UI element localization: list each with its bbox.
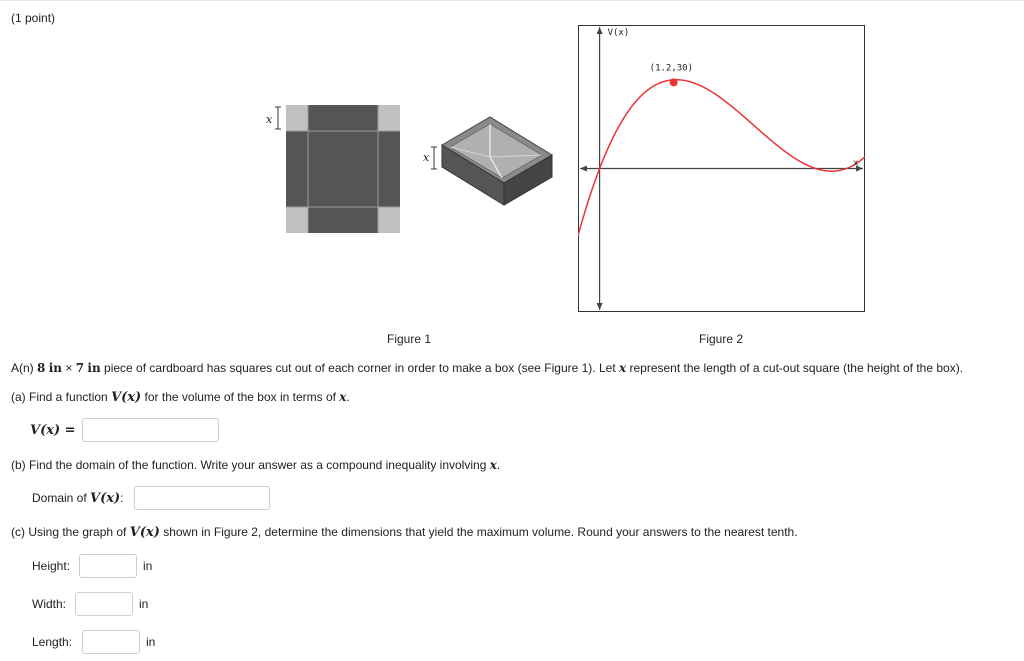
volume-function-input[interactable] — [82, 418, 219, 442]
length-input[interactable] — [82, 630, 140, 654]
part-a-label: V(x) = — [30, 423, 76, 438]
figure2-caption: Figure 2 — [699, 332, 744, 346]
width-label: Width: — [32, 597, 67, 611]
x-label-box: x — [423, 151, 430, 164]
part-a-prompt: (a) Find a function V(x) for the volume of the box in terms of x. — [11, 390, 350, 405]
y-axis-label: V(x) — [607, 28, 630, 38]
part-c-prompt: (c) Using the graph of V(x) shown in Figure 2, determine the dimensions that yield the maximum volume. Round your answers to the nearest tenth. — [11, 525, 798, 540]
figure1-caption: Figure 1 — [387, 332, 432, 346]
points-label: (1 point) — [11, 11, 56, 25]
domain-input[interactable] — [134, 486, 270, 510]
part-b-label: Domain of V(x): — [32, 491, 124, 506]
height-input[interactable] — [79, 554, 137, 578]
part-b-prompt: (b) Find the domain of the function. Write your answer as a compound inequality involving x. — [11, 458, 501, 472]
x-label-flat: x — [266, 113, 273, 126]
figure2-graph — [578, 25, 865, 312]
length-label: Length: — [32, 635, 73, 649]
height-label: Height: — [32, 559, 71, 573]
length-unit: in — [146, 635, 156, 649]
corner-square — [378, 105, 400, 131]
problem-statement: A(n) 8 in × 7 in piece of cardboard has squares cut out of each corner in order to make a box (see Figure 1). Let x represent the length of a cut-out square (the height of the box). — [11, 361, 964, 375]
width-input[interactable] — [75, 592, 133, 616]
figure1-image — [266, 105, 553, 233]
height-unit: in — [143, 559, 153, 573]
x-axis-label: x — [853, 158, 859, 169]
top-border — [0, 0, 1024, 1]
width-unit: in — [139, 597, 149, 611]
corner-square — [378, 207, 400, 233]
max-point-label: (1.2,30) — [649, 63, 694, 74]
corner-square — [286, 105, 308, 131]
corner-square — [286, 207, 308, 233]
max-point-marker — [670, 78, 678, 86]
